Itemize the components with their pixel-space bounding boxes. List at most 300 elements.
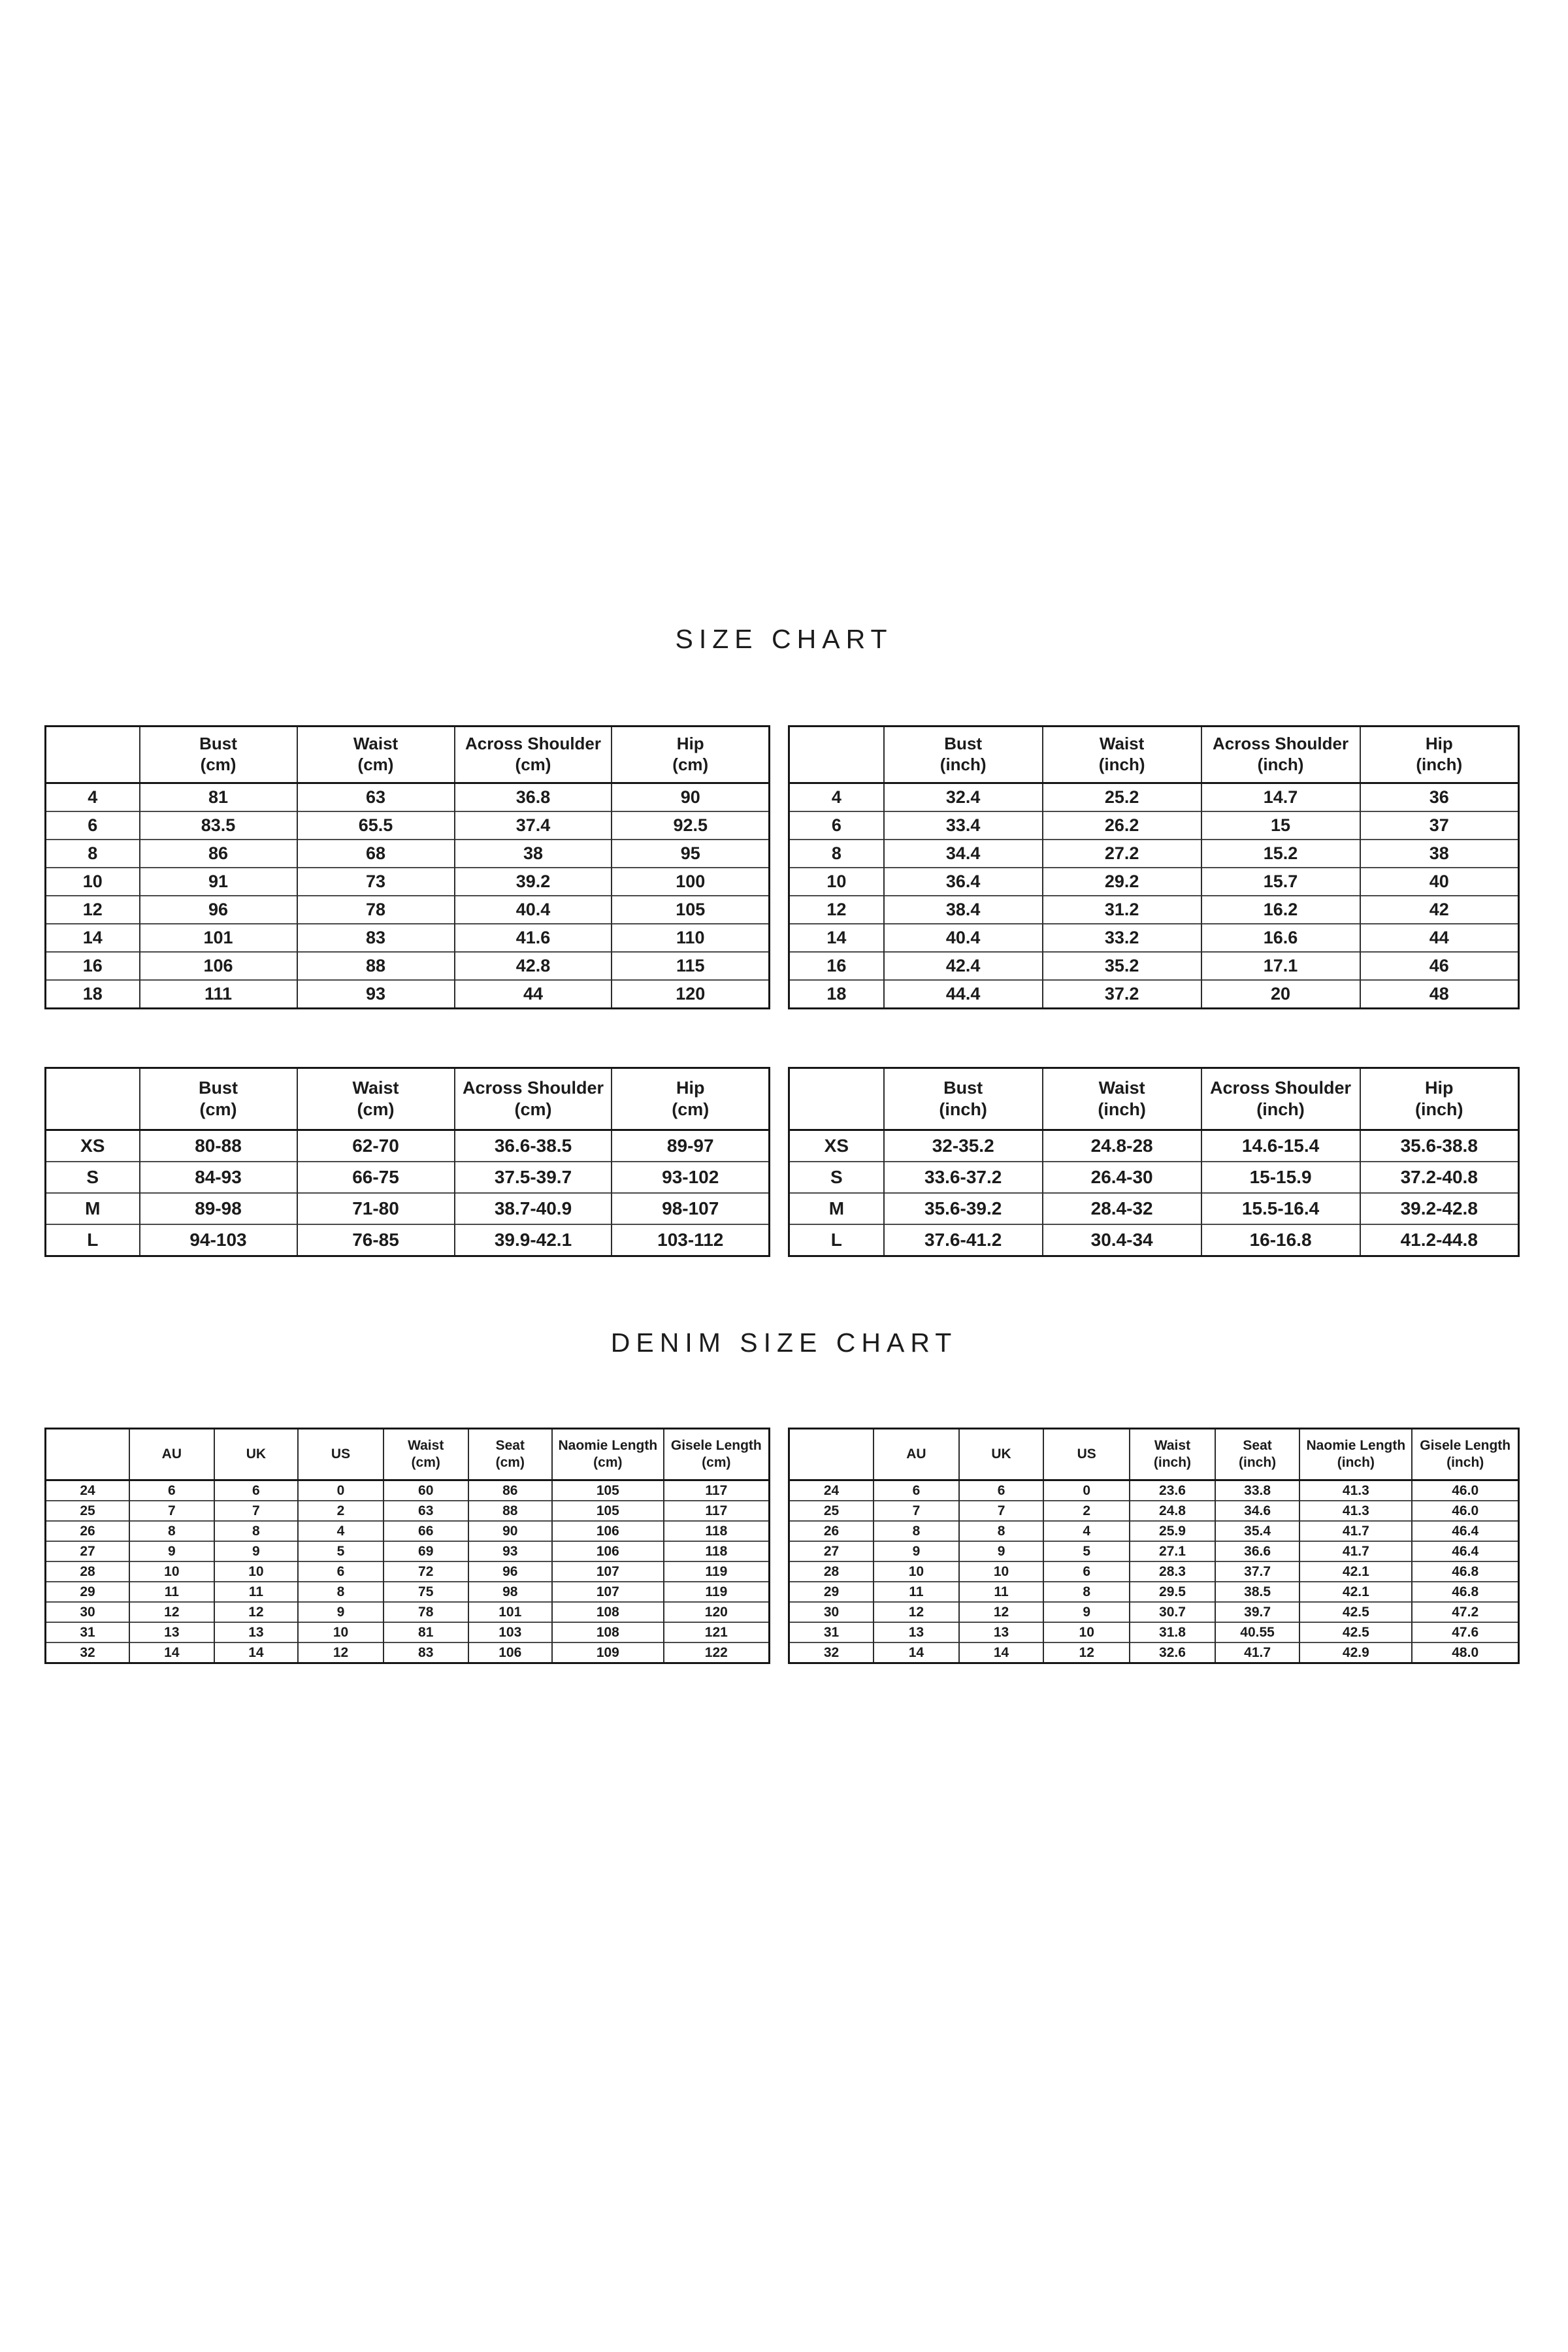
column-header-line: Seat: [1243, 1438, 1272, 1454]
column-header-line: Bust: [943, 1078, 983, 1098]
table-row: [46, 1130, 770, 1162]
column-header: [612, 1068, 769, 1130]
column-header-line: Bust: [199, 1078, 238, 1098]
corner-cell: [46, 1429, 130, 1480]
table-cell: 105: [552, 1501, 664, 1521]
table-cell: 27.1: [1130, 1541, 1215, 1561]
table-cell: 25.2: [1043, 783, 1201, 812]
row-label: 4: [831, 787, 841, 807]
table-cell: 4: [298, 1521, 384, 1541]
column-header-line: (cm): [672, 755, 709, 774]
table-cell: 7: [959, 1501, 1044, 1521]
column-header: [455, 727, 612, 783]
table-cell: 9: [129, 1541, 214, 1561]
table-row: [789, 1480, 1519, 1501]
table-cell: 86: [140, 840, 297, 868]
row-label: 25: [46, 1501, 130, 1521]
table-cell: 42.1: [1299, 1561, 1412, 1582]
column-header: [1043, 1429, 1130, 1480]
table-cell: 31.2: [1043, 896, 1201, 924]
table-cell: 35.2: [1043, 952, 1201, 980]
table-cell: 118: [664, 1521, 770, 1541]
row-label: 6: [46, 811, 140, 840]
table-cell: 9: [214, 1541, 299, 1561]
column-header: [1360, 727, 1519, 783]
table-cell: 90: [612, 783, 769, 812]
column-header-line: Waist: [408, 1438, 444, 1454]
column-header: [455, 1068, 612, 1130]
table-cell: 96: [140, 896, 297, 924]
table-cell: 46.0: [1412, 1501, 1518, 1521]
table-cell: 117: [664, 1501, 770, 1521]
column-header: [298, 1429, 384, 1480]
table-cell: 10: [214, 1561, 299, 1582]
table-cell: 8: [129, 1521, 214, 1541]
column-header-line: (cm): [199, 1100, 237, 1119]
table-cell: 106: [552, 1541, 664, 1561]
table-row: [46, 1162, 770, 1193]
table-cell: 6: [874, 1480, 959, 1501]
table-cell: 105: [612, 896, 769, 924]
table-cell: 12: [129, 1602, 214, 1622]
column-header-line: Hip: [1425, 1078, 1454, 1098]
table-cell: 5: [298, 1541, 384, 1561]
table-row: [46, 980, 770, 1009]
table-cell: 7: [129, 1501, 214, 1521]
table-cell: 13: [959, 1622, 1044, 1642]
column-header-line: Seat: [495, 1438, 525, 1454]
column-header-line: (inch): [1256, 1100, 1305, 1119]
table-cell: 37: [1360, 811, 1519, 840]
corner-cell: [789, 727, 884, 783]
table-cell: 40.4: [455, 896, 612, 924]
row-label: 27: [789, 1541, 874, 1561]
table-cell: 100: [612, 868, 769, 896]
table-row: [46, 896, 770, 924]
table-cell: 69: [384, 1541, 468, 1561]
table-row: [789, 1162, 1519, 1193]
table-cell: 96: [468, 1561, 553, 1582]
row-label: 30: [46, 1602, 130, 1622]
table-cell: 6: [959, 1480, 1044, 1501]
table-cell: 120: [664, 1602, 770, 1622]
table-row: [789, 868, 1519, 896]
table-cell: 15.7: [1201, 868, 1360, 896]
table-cell: 115: [612, 952, 769, 980]
column-header: [1201, 727, 1360, 783]
column-header-line: Waist: [1098, 1078, 1145, 1098]
table-cell: 2: [1043, 1501, 1130, 1521]
table-cell: 62-70: [297, 1130, 455, 1162]
table-row: [789, 1642, 1519, 1663]
table-row: [789, 783, 1519, 812]
table-cell: 24.8: [1130, 1501, 1215, 1521]
column-header-line: Waist: [1099, 734, 1145, 754]
column-header: [664, 1429, 770, 1480]
column-header-line: Hip: [676, 734, 704, 754]
table-cell: 103-112: [612, 1224, 769, 1256]
table-cell: 15-15.9: [1201, 1162, 1360, 1193]
table-cell: 39.2-42.8: [1360, 1193, 1519, 1224]
table-cell: 7: [874, 1501, 959, 1521]
table-cell: 10: [959, 1561, 1044, 1582]
table-cell: 32-35.2: [884, 1130, 1043, 1162]
column-header-line: Waist: [352, 1078, 399, 1098]
table-row: [789, 952, 1519, 980]
table-row: [789, 1582, 1519, 1602]
table-cell: 42.4: [884, 952, 1043, 980]
column-header-line: Gisele Length: [1420, 1438, 1511, 1454]
table-cell: 11: [874, 1582, 959, 1602]
table-cell: 44: [1360, 924, 1519, 952]
table-cell: 11: [214, 1582, 299, 1602]
table-cell: 40.55: [1215, 1622, 1300, 1642]
table-cell: 2: [298, 1501, 384, 1521]
table-cell: 81: [384, 1622, 468, 1642]
column-header: [129, 1429, 214, 1480]
table-cell: 5: [1043, 1541, 1130, 1561]
row-label: 29: [789, 1582, 874, 1602]
table-cell: 40.4: [884, 924, 1043, 952]
table-cell: 94-103: [140, 1224, 297, 1256]
table-cell: 47.6: [1412, 1622, 1518, 1642]
table-row: [789, 1130, 1519, 1162]
table-row: [46, 868, 770, 896]
table-cell: 92.5: [612, 811, 769, 840]
table-row: [46, 1501, 770, 1521]
row-label: 26: [789, 1521, 874, 1541]
column-header-line: (inch): [1153, 1455, 1192, 1470]
table-cell: 93: [297, 980, 455, 1009]
table-cell: 39.9-42.1: [455, 1224, 612, 1256]
table-row: [789, 840, 1519, 868]
table-cell: 41.6: [455, 924, 612, 952]
table-cell: 65.5: [297, 811, 455, 840]
table-cell: 16.2: [1201, 896, 1360, 924]
denim-size-chart-title: DENIM SIZE CHART: [610, 1328, 958, 1358]
row-label: 14: [46, 924, 140, 952]
header-row: [46, 1068, 770, 1130]
table-cell: 39.2: [455, 868, 612, 896]
table-cell: 66: [384, 1521, 468, 1541]
table-cell: 34.6: [1215, 1501, 1300, 1521]
table-cell: 6: [1043, 1561, 1130, 1582]
table-row: [789, 896, 1519, 924]
row-label: 8: [46, 840, 140, 868]
table-cell: 26.2: [1043, 811, 1201, 840]
corner-cell: [789, 1068, 884, 1130]
column-header: [959, 1429, 1044, 1480]
column-header-line: (inch): [939, 1100, 987, 1119]
table-cell: 93-102: [612, 1162, 769, 1193]
table-row: [789, 1622, 1519, 1642]
header-row: [789, 727, 1519, 783]
column-header-line: (cm): [515, 755, 551, 774]
column-header-line: (cm): [357, 1100, 395, 1119]
table-cell: 46.4: [1412, 1521, 1518, 1541]
table-cell: 37.2-40.8: [1360, 1162, 1519, 1193]
table-cell: 32.6: [1130, 1642, 1215, 1663]
row-label: 32: [46, 1642, 130, 1663]
header-row: [46, 727, 770, 783]
table-cell: 16-16.8: [1201, 1224, 1360, 1256]
table-cell: 29.5: [1130, 1582, 1215, 1602]
table-cell: 118: [664, 1541, 770, 1561]
column-header-line: Waist: [353, 734, 399, 754]
column-header-line: (inch): [939, 755, 987, 774]
table-row: [46, 952, 770, 980]
corner-cell: [46, 1068, 140, 1130]
column-header-line: Across Shoulder: [1210, 1078, 1352, 1098]
table-cell: 41.7: [1299, 1521, 1412, 1541]
corner-cell: [789, 1429, 874, 1480]
column-header-line: US: [1077, 1446, 1096, 1462]
column-header: [1201, 1068, 1360, 1130]
table-cell: 110: [612, 924, 769, 952]
column-header-line: US: [331, 1446, 351, 1462]
table-cell: 28.3: [1130, 1561, 1215, 1582]
table-cell: 14: [129, 1642, 214, 1663]
table-cell: 4: [1043, 1521, 1130, 1541]
header-row: [789, 1429, 1519, 1480]
column-header: [140, 1068, 297, 1130]
column-header: [297, 1068, 455, 1130]
table-cell: 39.7: [1215, 1602, 1300, 1622]
row-label: 32: [789, 1642, 874, 1663]
table-cell: 10: [129, 1561, 214, 1582]
table-cell: 47.2: [1412, 1602, 1518, 1622]
column-header-line: (cm): [514, 1100, 552, 1119]
column-header: [1043, 727, 1201, 783]
column-header: [384, 1429, 468, 1480]
table-cell: 42.5: [1299, 1622, 1412, 1642]
row-label: 4: [88, 787, 98, 807]
column-header: [297, 727, 455, 783]
table-row: [46, 1224, 770, 1256]
column-header-line: (inch): [1257, 755, 1304, 774]
table-cell: 71-80: [297, 1193, 455, 1224]
table-cell: 30.4-34: [1043, 1224, 1201, 1256]
table-cell: 12: [874, 1602, 959, 1622]
table-cell: 44: [455, 980, 612, 1009]
table-cell: 101: [468, 1602, 553, 1622]
table-cell: 68: [297, 840, 455, 868]
table-cell: 78: [297, 896, 455, 924]
table-cell: 41.2-44.8: [1360, 1224, 1519, 1256]
table-cell: 107: [552, 1582, 664, 1602]
column-header-line: Across Shoulder: [465, 734, 602, 754]
table-cell: 6: [298, 1561, 384, 1582]
table-cell: 83.5: [140, 811, 297, 840]
table-cell: 72: [384, 1561, 468, 1582]
table-cell: 16.6: [1201, 924, 1360, 952]
table-cell: 14: [874, 1642, 959, 1663]
table-cell: 37.7: [1215, 1561, 1300, 1582]
column-header-line: Naomie Length: [558, 1438, 658, 1454]
column-header: [140, 727, 297, 783]
table-cell: 119: [664, 1561, 770, 1582]
row-label: 31: [46, 1622, 130, 1642]
table-cell: 20: [1201, 980, 1360, 1009]
table-cell: 48.0: [1412, 1642, 1518, 1663]
column-header-line: (inch): [1415, 1100, 1463, 1119]
table-cell: 60: [384, 1480, 468, 1501]
row-label: 18: [789, 980, 884, 1009]
row-label: S: [46, 1162, 140, 1193]
table-cell: 88: [297, 952, 455, 980]
column-header-line: (cm): [593, 1455, 623, 1470]
column-header: [884, 1068, 1043, 1130]
column-header-line: Bust: [199, 734, 237, 754]
table-cell: 88: [468, 1501, 553, 1521]
table-cell: 36: [1360, 783, 1519, 812]
table-cell: 83: [384, 1642, 468, 1663]
header-row: [789, 1068, 1519, 1130]
table-cell: 78: [384, 1602, 468, 1622]
table-row: [46, 1193, 770, 1224]
row-label: 30: [789, 1602, 874, 1622]
table-cell: 13: [214, 1622, 299, 1642]
row-label: 28: [789, 1561, 874, 1582]
table-cell: 29.2: [1043, 868, 1201, 896]
table-cell: 105: [552, 1480, 664, 1501]
size-table-alpha-cm: [44, 1067, 770, 1257]
table-row: [789, 1501, 1519, 1521]
row-label: 31: [789, 1622, 874, 1642]
table-cell: 41.7: [1299, 1541, 1412, 1561]
table-cell: 15.2: [1201, 840, 1360, 868]
table-cell: 8: [1043, 1582, 1130, 1602]
table-cell: 63: [297, 783, 455, 812]
table-cell: 38.7-40.9: [455, 1193, 612, 1224]
table-cell: 37.6-41.2: [884, 1224, 1043, 1256]
table-cell: 108: [552, 1622, 664, 1642]
table-cell: 46.4: [1412, 1541, 1518, 1561]
table-cell: 33.4: [884, 811, 1043, 840]
row-label: 26: [46, 1521, 130, 1541]
table-cell: 46.0: [1412, 1480, 1518, 1501]
table-cell: 42.9: [1299, 1642, 1412, 1663]
denim-table-cm: [44, 1428, 770, 1664]
table-row: [46, 1602, 770, 1622]
row-label: S: [789, 1162, 884, 1193]
table-row: [789, 1541, 1519, 1561]
row-label: 10: [46, 868, 140, 896]
table-cell: 0: [1043, 1480, 1130, 1501]
denim-table-inch: [788, 1428, 1520, 1664]
table-cell: 73: [297, 868, 455, 896]
table-cell: 42.5: [1299, 1602, 1412, 1622]
table-cell: 101: [140, 924, 297, 952]
table-cell: 48: [1360, 980, 1519, 1009]
column-header-line: (inch): [1239, 1455, 1277, 1470]
table-cell: 30.7: [1130, 1602, 1215, 1622]
column-header-line: Naomie Length: [1306, 1438, 1406, 1454]
table-cell: 8: [298, 1582, 384, 1602]
table-cell: 0: [298, 1480, 384, 1501]
row-label: M: [46, 1193, 140, 1224]
table-cell: 11: [959, 1582, 1044, 1602]
table-cell: 10: [1043, 1622, 1130, 1642]
table-cell: 12: [1043, 1642, 1130, 1663]
table-row: [789, 1521, 1519, 1541]
table-cell: 35.6-38.8: [1360, 1130, 1519, 1162]
table-cell: 15.5-16.4: [1201, 1193, 1360, 1224]
column-header-line: UK: [991, 1446, 1011, 1462]
table-row: [46, 1561, 770, 1582]
column-header-line: Gisele Length: [670, 1438, 762, 1454]
column-header: [468, 1429, 553, 1480]
table-cell: 38.4: [884, 896, 1043, 924]
table-cell: 27.2: [1043, 840, 1201, 868]
table-cell: 122: [664, 1642, 770, 1663]
table-cell: 17.1: [1201, 952, 1360, 980]
column-header-line: (cm): [495, 1455, 525, 1470]
column-header-line: (cm): [357, 755, 394, 774]
table-row: [46, 811, 770, 840]
table-cell: 63: [384, 1501, 468, 1521]
table-cell: 11: [129, 1582, 214, 1602]
table-cell: 37.5-39.7: [455, 1162, 612, 1193]
table-cell: 35.6-39.2: [884, 1193, 1043, 1224]
row-label: 28: [46, 1561, 130, 1582]
column-header-line: (inch): [1446, 1455, 1484, 1470]
row-label: 27: [46, 1541, 130, 1561]
table-cell: 12: [214, 1602, 299, 1622]
size-table-numeric-cm: [44, 725, 770, 1009]
table-cell: 38: [455, 840, 612, 868]
row-label: 14: [789, 924, 884, 952]
row-label: 16: [46, 952, 140, 980]
table-cell: 15: [1201, 811, 1360, 840]
row-label: 25: [789, 1501, 874, 1521]
table-cell: 42: [1360, 896, 1519, 924]
table-row: [46, 840, 770, 868]
table-cell: 34.4: [884, 840, 1043, 868]
table-cell: 25.9: [1130, 1521, 1215, 1541]
column-header-line: AU: [906, 1446, 926, 1462]
table-cell: 10: [298, 1622, 384, 1642]
table-cell: 23.6: [1130, 1480, 1215, 1501]
table-cell: 37.4: [455, 811, 612, 840]
table-cell: 26.4-30: [1043, 1162, 1201, 1193]
table-cell: 91: [140, 868, 297, 896]
table-row: [46, 1582, 770, 1602]
table-row: [789, 980, 1519, 1009]
column-header-line: Across Shoulder: [462, 1078, 604, 1098]
column-header: [874, 1429, 959, 1480]
table-cell: 81: [140, 783, 297, 812]
table-cell: 28.4-32: [1043, 1193, 1201, 1224]
corner-cell: [46, 727, 140, 783]
table-row: [46, 1521, 770, 1541]
column-header-line: AU: [161, 1446, 182, 1462]
table-cell: 38: [1360, 840, 1519, 868]
table-cell: 108: [552, 1602, 664, 1622]
column-header: [1360, 1068, 1519, 1130]
table-cell: 46: [1360, 952, 1519, 980]
row-label: 8: [789, 840, 884, 868]
column-header-line: (cm): [200, 755, 237, 774]
row-label: 18: [46, 980, 140, 1009]
row-label: 12: [46, 896, 140, 924]
table-cell: 89-97: [612, 1130, 769, 1162]
table-cell: 98-107: [612, 1193, 769, 1224]
table-row: [46, 1480, 770, 1501]
table-cell: 103: [468, 1622, 553, 1642]
table-cell: 14: [214, 1642, 299, 1663]
table-cell: 109: [552, 1642, 664, 1663]
